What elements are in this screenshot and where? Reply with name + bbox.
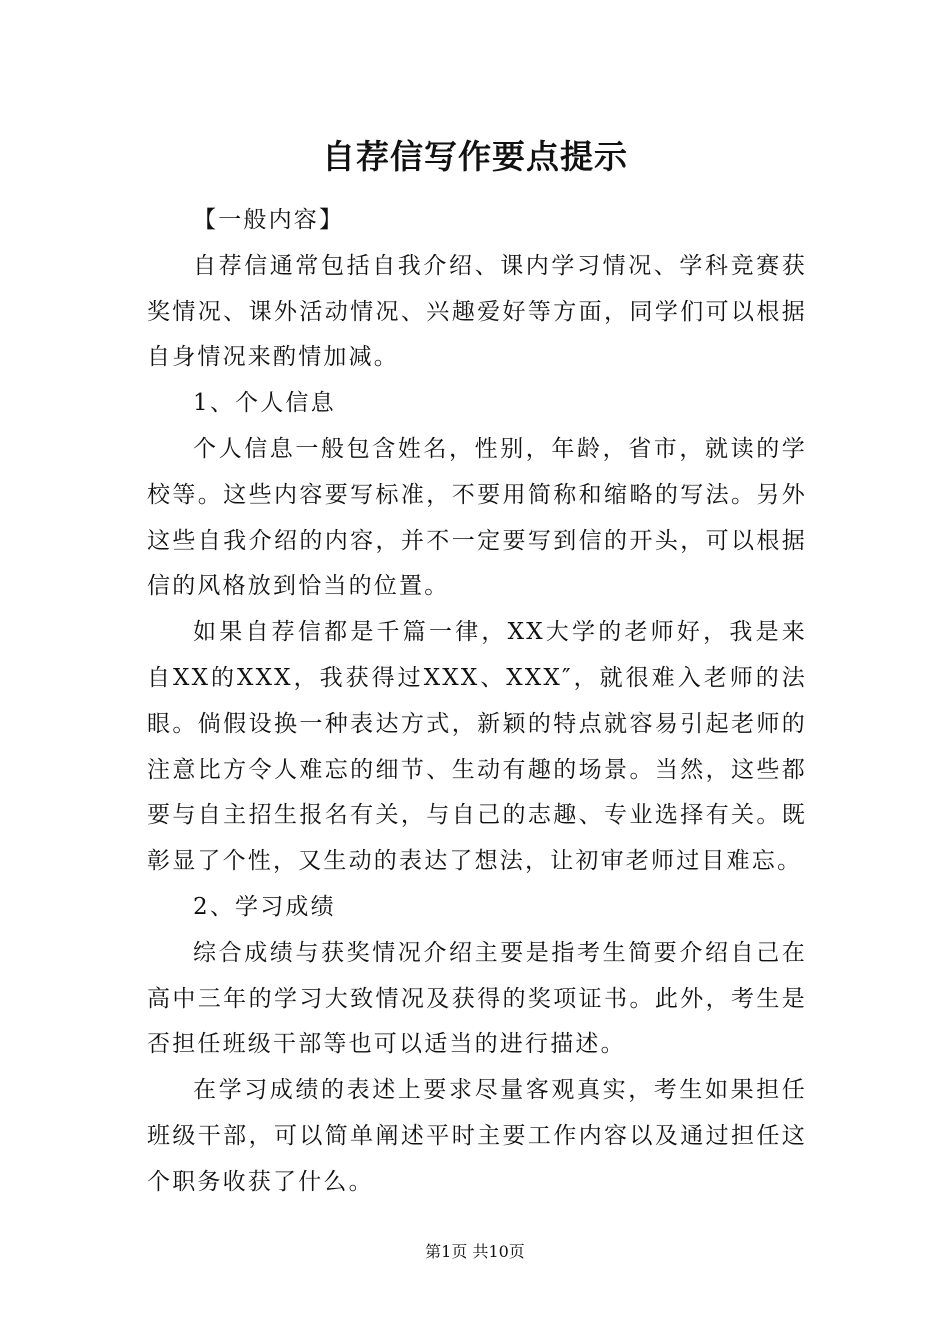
section-heading-general: 【一般内容】 (193, 207, 345, 233)
document-body (147, 198, 807, 1206)
section-heading-grades: 2、学习成绩 (193, 893, 336, 920)
paragraph-grades: 综合成绩与获奖情况介绍主要是指考生简要介绍自己在高中三年的学习大致情况及获得的奖项证书。此外，考生是否担任班级干部等也可以适当的进行描述。 (147, 939, 807, 1058)
paragraph-personal-info: 个人信息一般包含姓名，性别，年龄，省市，就读的学校等。这些内容要写标准，不要用简称和缩略的写法。另外这些自我介绍的内容，并不一定要写到信的开头，可以根据信的风格放到恰当的位置。 (147, 435, 807, 600)
paragraph-grades-detail: 在学习成绩的表述上要求尽量客观真实，考生如果担任班级干部，可以简单阐述平时主要工作内容以及通过担任这个职务收获了什么。 (147, 1077, 807, 1195)
paragraph-expression: 如果自荐信都是千篇一律，XX大学的老师好，我是来自XX的XXX，我获得过XXX、XXX″，就很难入老师的法眼。倘假设换一种表达方式，新颖的特点就容易引起老师的注意比方令人难忘的细节、生动有趣的场景。当然，这些都要与自主招生报名有关，与自己的志趣、专业选择有关。既彰显了个性，又生动的表达了想法，让初审老师过目难忘。 (147, 619, 807, 875)
section-heading-personal-info: 1、个人信息 (193, 390, 336, 417)
page-footer: 第1页 共10页 (425, 1242, 525, 1261)
document-title: 自荐信写作要点提示 (322, 137, 628, 176)
paragraph-intro: 自荐信通常包括自我介绍、课内学习情况、学科竞赛获奖情况、课外活动情况、兴趣爱好等方面，同学们可以根据自身情况来酌情加减。 (147, 252, 807, 371)
